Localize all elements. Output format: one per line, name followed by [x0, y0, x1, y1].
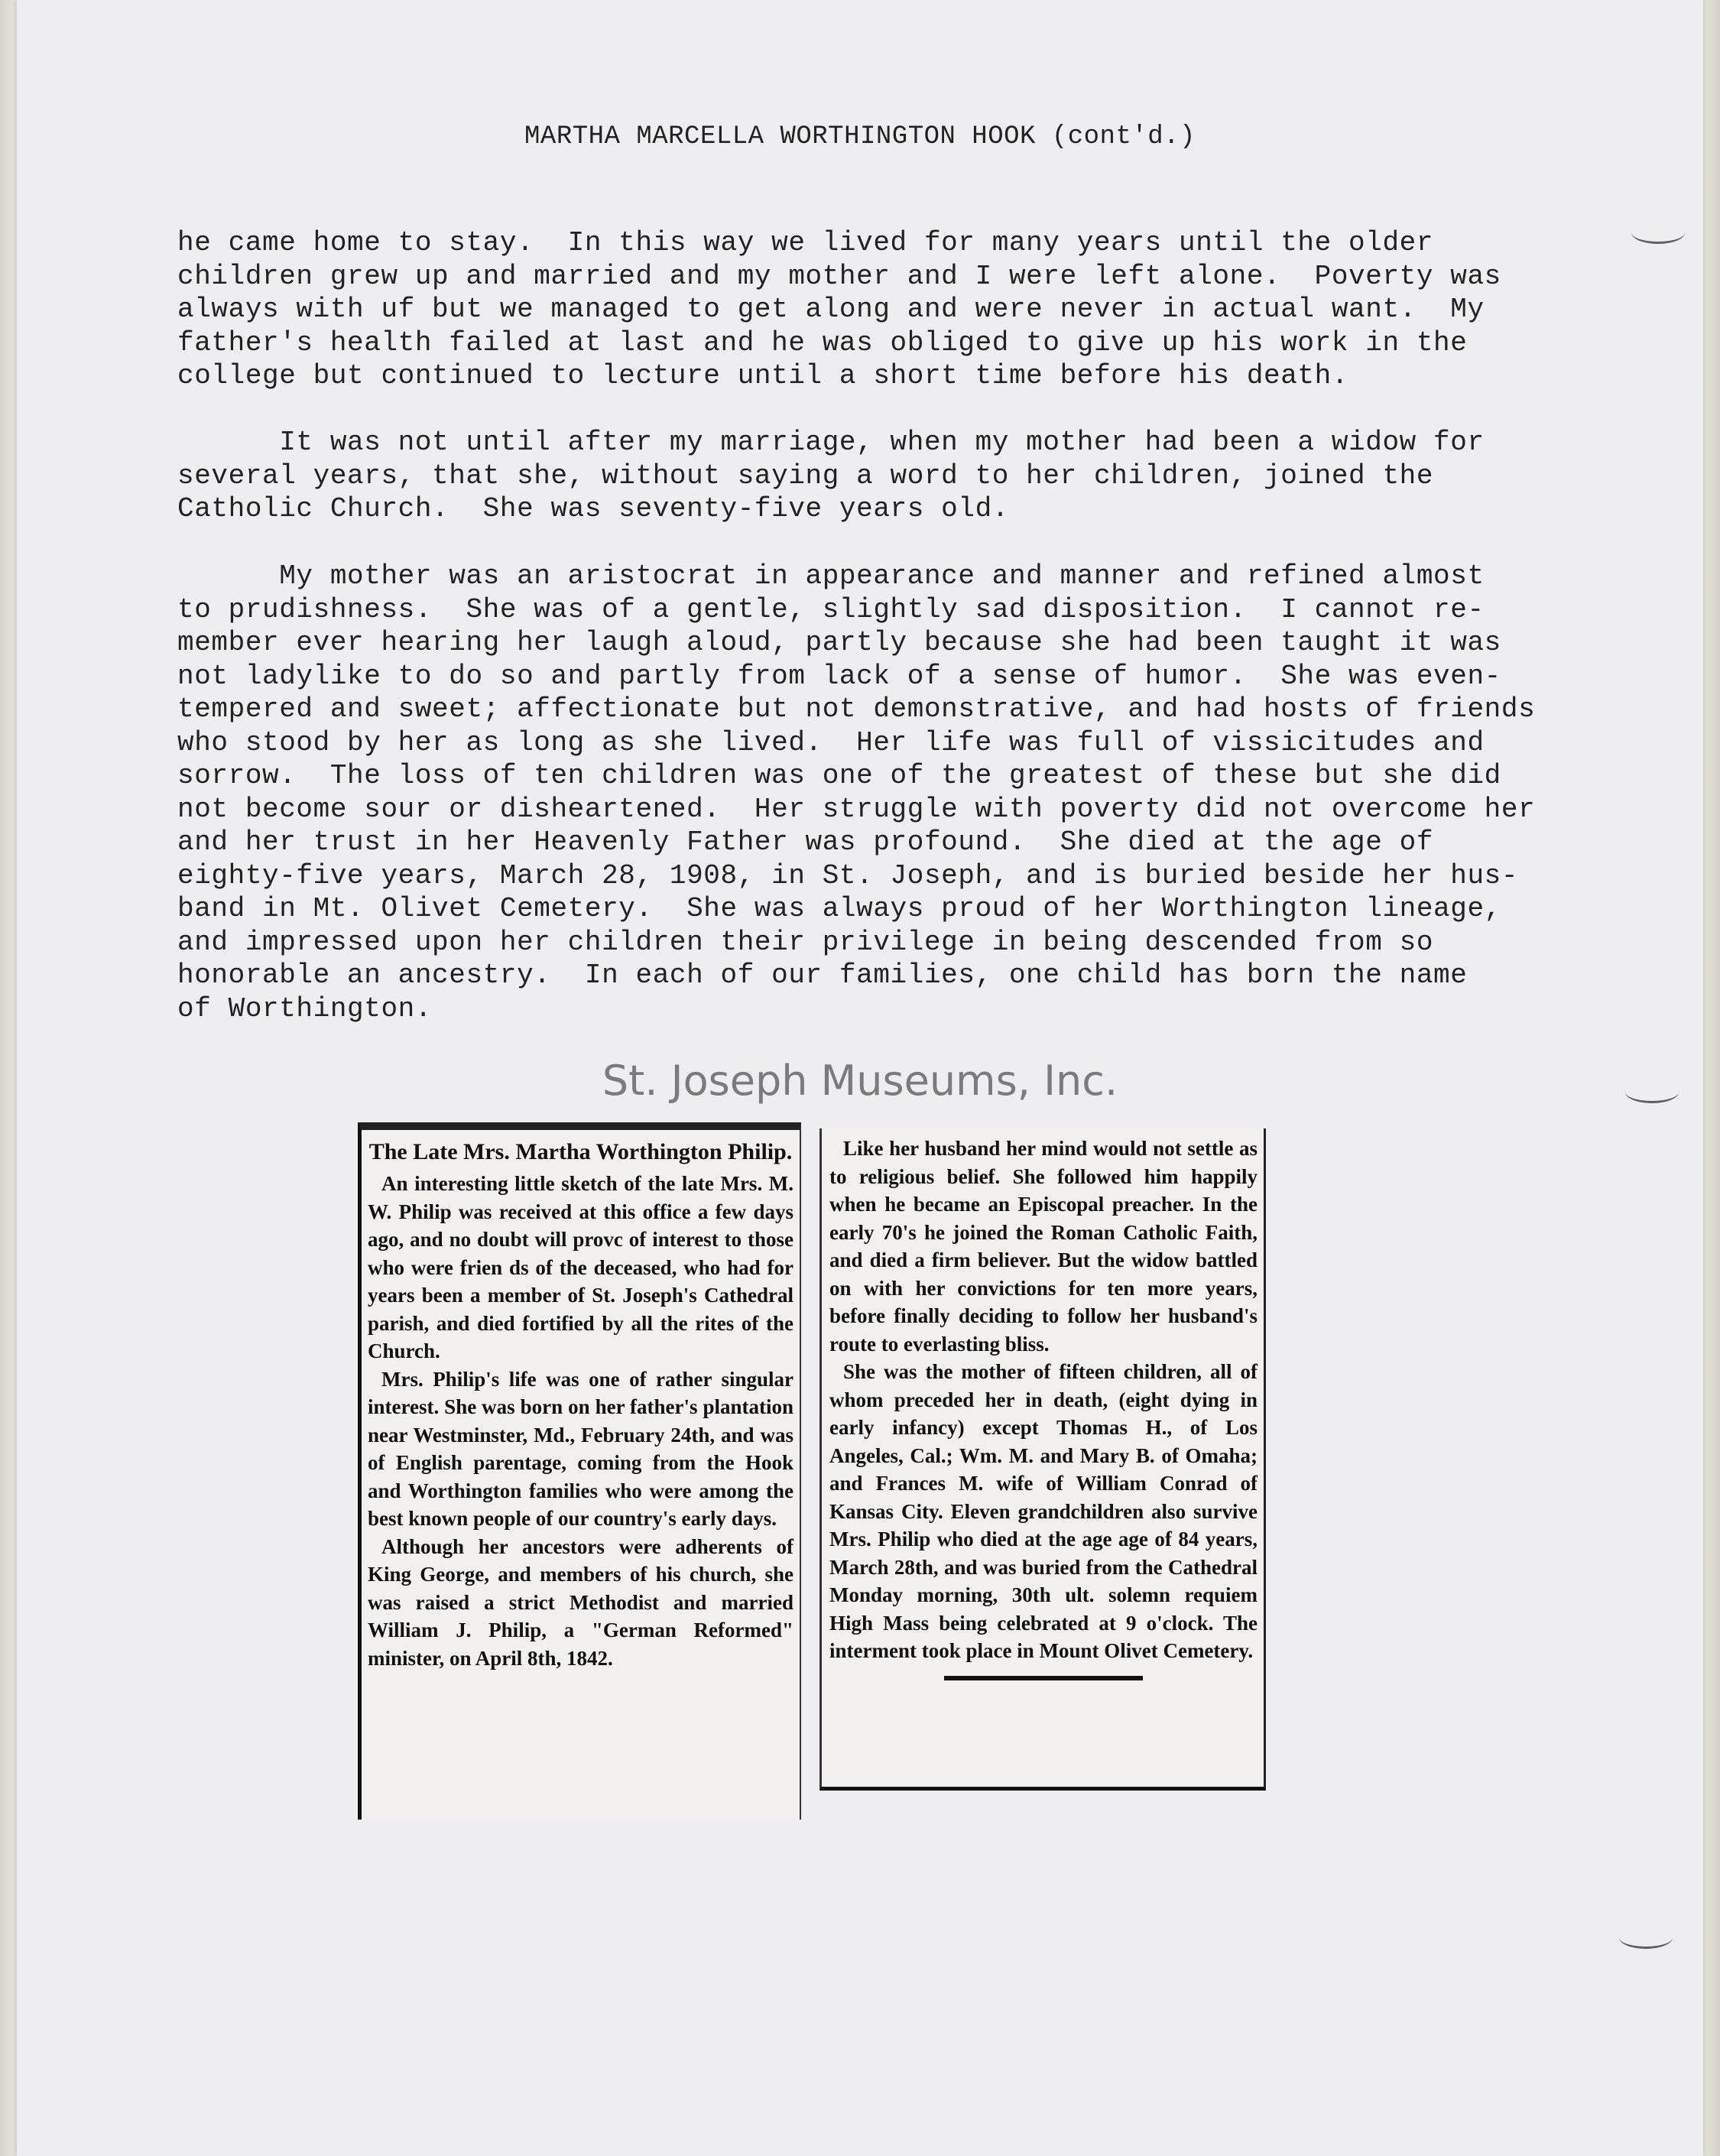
- clipping-paragraph: Like her husband her mind would not settle as to religious belief. She followed him happily when he became an Episcopal preacher. In the early 70's he joined the Roman Catholic Faith, and died a firm believer. But the widow battled on with her convictions for ten more years, before finally deciding to follow her husband's route to everlasting bliss.: [829, 1137, 1258, 1356]
- punch-hole-mark: [1619, 1927, 1673, 1949]
- clipping-paragraph: An interesting little sketch of the late Mrs. M. W. Philip was received at this office a few days ago, and no doubt will provc of interest to those who were frien ds of the deceased, who had for years been a member of St. Joseph's Cathedral parish, and died fortified by all the rites of the Church.: [368, 1172, 793, 1362]
- clipping-paragraph: Although her ancestors were adherents of King George, and members of his church, she was raised a strict Methodist and married William J. Philip, a "German Reformed" minister, on April 8th, 1842.: [368, 1534, 793, 1670]
- document-page: [17, 0, 1703, 2156]
- punch-hole-mark: [1631, 222, 1685, 244]
- watermark: St. Joseph Museums, Inc.: [602, 1057, 1118, 1105]
- newspaper-clipping-left: [358, 1122, 801, 1820]
- paragraph: It was not until after my marriage, when my mother had been a widow for several years, that she, without saying a word to her children, joined the Catholic Church. She was seventy-five years old.: [177, 427, 1485, 524]
- clipping-headline: The Late Mrs. Martha Worthington Philip.: [368, 1139, 793, 1164]
- body-text: [177, 226, 1501, 393]
- clipping-paragraph: She was the mother of fifteen children, all of whom preceded her in death, (eight dying in early infancy) except Thomas H., of Los Angeles, Cal.; Wm. M. and Mary B. of Omaha; and Frances M. wife of William Conrad of Kansas City. Eleven grandchildren also survive Mrs. Philip who died at the age age of 84 years, March 28th, and was buried from the Cathedral Monday morning, 30th ult. solemn requiem High Mass being celebrated at 9 o'clock. The interment took place in Mount Olivet Cemetery.: [829, 1360, 1258, 1662]
- page-title: MARTHA MARCELLA WORTHINGTON HOOK (cont'd.): [524, 122, 1196, 151]
- paragraph: he came home to stay. In this way we lived for many years until the older children grew up and married and my mother and I were left alone. Poverty was always with uf but we managed to get along and were never in actual want. My father's health failed at last and he was obliged to give up his work in the college but continued to lecture until a short time before his death.: [177, 227, 1501, 391]
- body-text: [177, 426, 1485, 526]
- clipping-paragraph: Mrs. Philip's life was one of rather singular interest. She was born on her father's plantation near Westminster, Md., February 24th, and was of English parentage, coming from the Hook and Worthington families who were among the best known people of our country's early days.: [368, 1367, 793, 1530]
- body-text: [177, 560, 1535, 1025]
- paragraph: My mother was an aristocrat in appearance and manner and refined almost to prudishness. She was of a gentle, slightly sad disposition. I cannot re- member ever hearing her laugh aloud, partly because she had been taught it was not ladylike to do so and partly from lack of a sense of humor. She was even- tempered and sweet; affectionate but not demonstrative, and had hosts of friends who stood by her as long as she lived. Her life was full of vissicitudes and sorrow. The loss of ten children was one of the greatest of these but she did not become sour or disheartened. Her struggle with poverty did not overcome her and her trust in her Heavenly Father was profound. She died at the age of eighty-five years, March 28, 1908, in St. Joseph, and is buried beside her hus- band in Mt. Olivet Cemetery. She was always proud of her Worthington lineage, and impressed upon her children their privilege in being descended from so honorable an ancestry. In each of our families, one child has born the name of Worthington.: [177, 560, 1536, 1024]
- clipping-end-rule: [944, 1676, 1143, 1680]
- newspaper-clipping-right: [819, 1128, 1266, 1791]
